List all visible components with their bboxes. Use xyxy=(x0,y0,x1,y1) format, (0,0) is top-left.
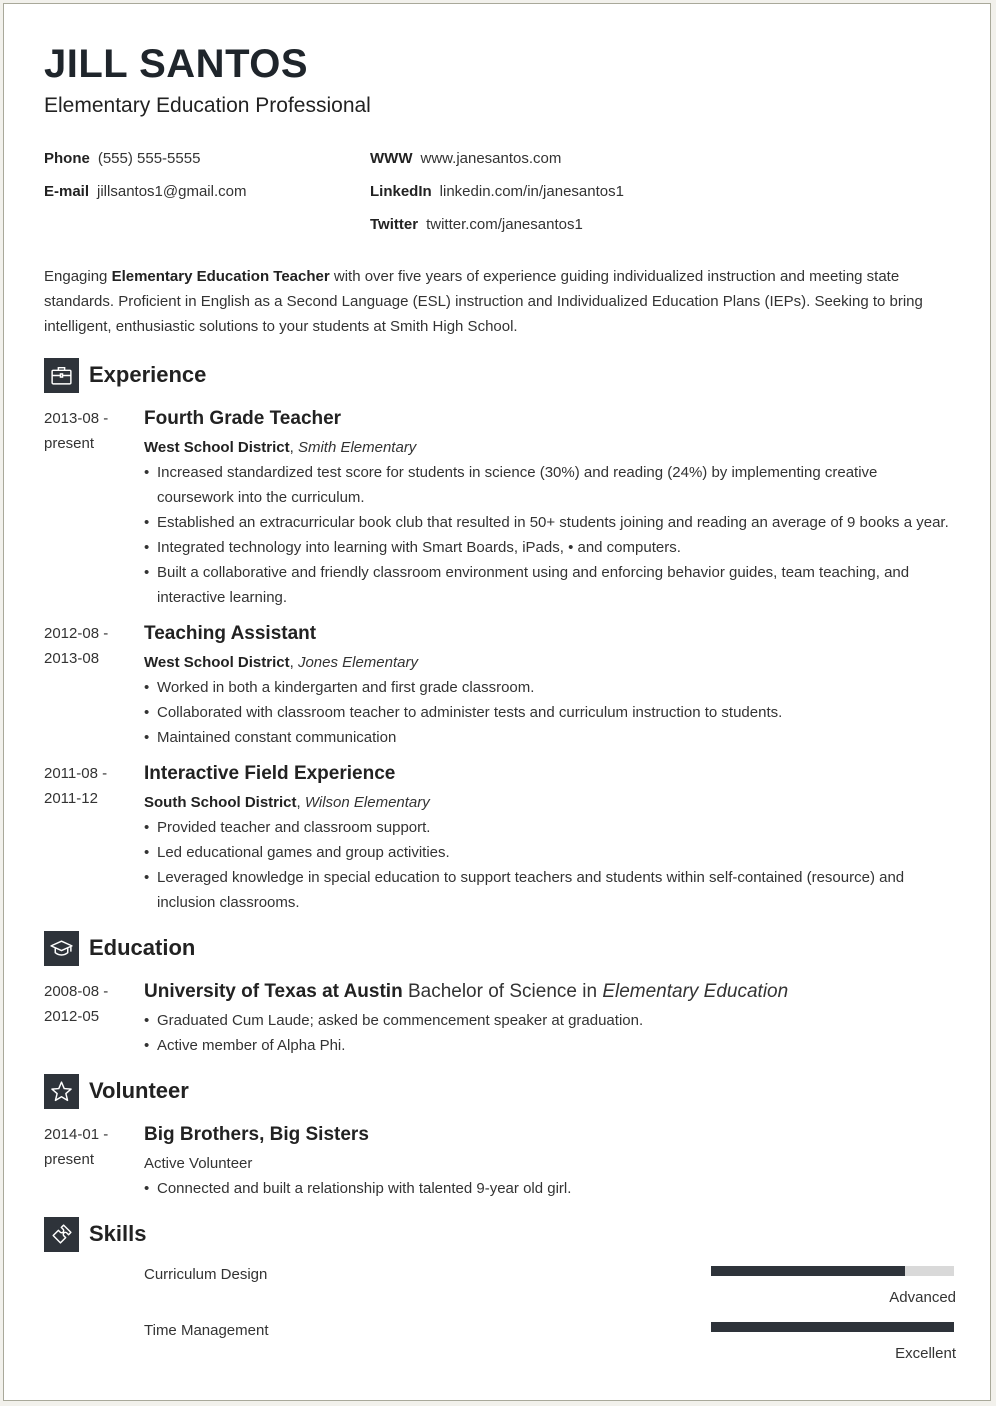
skill-name: Curriculum Design xyxy=(144,1266,268,1283)
skill-level-bar xyxy=(711,1322,954,1332)
entry-date xyxy=(44,1122,134,1172)
date-end: 2012-05 xyxy=(44,1008,100,1025)
volunteer-section-title: Volunteer xyxy=(89,1078,189,1103)
contact-www-label: WWW xyxy=(370,150,413,167)
organization-name: Big Brothers, Big Sisters xyxy=(144,1124,369,1145)
date-end: 2011-12 xyxy=(44,790,98,807)
list-item: • Graduated Cum Laude; asked be commencement speaker at graduation. xyxy=(144,1008,956,1033)
skills-section-title: Skills xyxy=(89,1221,147,1246)
contact-linkedin-value[interactable]: linkedin.com/in/janesantos1 xyxy=(439,183,624,200)
entry-body xyxy=(144,1122,956,1201)
job-title: Interactive Field Experience xyxy=(144,763,396,784)
employer-line: West School District, Smith Elementary xyxy=(144,439,417,456)
volunteer-role: Active Volunteer xyxy=(144,1155,253,1172)
date-start: 2014-01 - xyxy=(44,1126,109,1143)
contact-twitter-label: Twitter xyxy=(370,216,419,233)
list-item: • Built a collaborative and friendly classroom environment using and enforcing behavior guides, team teaching, and interactive learning. xyxy=(144,560,956,610)
list-item: • Worked in both a kindergarten and first grade classroom. xyxy=(144,675,956,700)
contact-phone-label: Phone xyxy=(44,150,90,167)
entry-body xyxy=(144,406,956,610)
list-item: • Provided teacher and classroom support. xyxy=(144,815,956,840)
experience-section-header xyxy=(44,357,206,393)
contact-email-value[interactable]: jillsantos1@gmail.com xyxy=(97,183,247,200)
candidate-title: Elementary Education Professional xyxy=(44,94,371,117)
skill-level-fill xyxy=(711,1322,954,1332)
employer-line: West School District, Jones Elementary xyxy=(144,654,418,671)
education-section-header xyxy=(44,930,195,966)
graduation-cap-icon xyxy=(44,931,79,966)
date-start: 2012-08 - xyxy=(44,625,109,642)
contact-phone-value[interactable]: (555) 555-5555 xyxy=(97,150,201,167)
contact-www-value[interactable]: www.janesantos.com xyxy=(420,150,562,167)
entry-date xyxy=(44,621,134,671)
date-start: 2011-08 - xyxy=(44,765,108,782)
skill-level-bar xyxy=(711,1266,954,1276)
entry-date xyxy=(44,406,134,456)
resume-page xyxy=(3,3,991,1401)
employer-line: South School District, Wilson Elementary xyxy=(144,794,430,811)
skill-name: Time Management xyxy=(144,1322,269,1339)
experience-section-title: Experience xyxy=(89,362,207,387)
contact-twitter-value[interactable]: twitter.com/janesantos1 xyxy=(426,216,583,233)
job-title: Teaching Assistant xyxy=(144,623,317,644)
contact-email-label: E-mail xyxy=(44,183,90,200)
list-item: • Leveraged knowledge in special education to support teachers and students within self-contained (resource) and inclusion classrooms. xyxy=(144,865,956,915)
achievement-list xyxy=(144,675,956,750)
skills-section-header xyxy=(44,1216,146,1252)
degree-line xyxy=(144,979,956,1008)
list-item: • Increased standardized test score for students in science (30%) and reading (24%) by implementing creative coursework into the curriculum. xyxy=(144,460,956,510)
employer-name: West School District xyxy=(144,654,290,671)
star-icon xyxy=(44,1074,79,1109)
entry-date xyxy=(44,761,134,811)
employer-location: Smith Elementary xyxy=(297,439,417,456)
contact-twitter xyxy=(370,216,583,233)
list-item: • Established an extracurricular book club that resulted in 50+ students joining and reading an average of 9 books a year. xyxy=(144,510,956,535)
contact-email xyxy=(44,183,246,200)
degree-name: Bachelor of Science in xyxy=(402,981,603,1002)
list-item: • Collaborated with classroom teacher to administer tests and curriculum instruction to students. xyxy=(144,700,956,725)
contact-linkedin-label: LinkedIn xyxy=(370,183,432,200)
employer-location: Jones Elementary xyxy=(297,654,418,671)
contact-linkedin xyxy=(370,183,624,200)
briefcase-icon xyxy=(44,358,79,393)
summary-text-start: Engaging xyxy=(44,268,112,285)
school-name: University of Texas at Austin xyxy=(144,981,403,1002)
degree-field: Elementary Education xyxy=(602,981,789,1002)
date-end: present xyxy=(44,1151,95,1168)
list-item: • Connected and built a relationship with talented 9-year old girl. xyxy=(144,1176,956,1201)
contact-www xyxy=(370,150,561,167)
employer-location: Wilson Elementary xyxy=(304,794,430,811)
puzzle-piece-icon xyxy=(44,1217,79,1252)
volunteer-section-header xyxy=(44,1073,189,1109)
achievement-list xyxy=(144,815,956,915)
skill-level-fill xyxy=(711,1266,905,1276)
education-section-title: Education xyxy=(89,935,196,960)
contact-phone xyxy=(44,150,200,167)
skill-level-label: Advanced xyxy=(889,1289,956,1306)
list-item: • Active member of Alpha Phi. xyxy=(144,1033,956,1058)
entry-body xyxy=(144,979,956,1058)
summary-text-end: with over five years of experience guiding individualized instruction and meeting state standards. Proficient in English as a Second Language (ESL) instruction and Individualized Education Plans (IEPs). Seeking to bring intelligent, enthusiastic solutions to your students at Smith High School. xyxy=(44,268,923,335)
job-title: Fourth Grade Teacher xyxy=(144,408,342,429)
list-item: • Led educational games and group activities. xyxy=(144,840,956,865)
skill-level-label: Excellent xyxy=(895,1345,956,1362)
employer-name: West School District xyxy=(144,439,290,456)
date-end: 2013-08 xyxy=(44,650,100,667)
entry-body xyxy=(144,761,956,915)
achievement-list xyxy=(144,1008,956,1058)
achievement-list xyxy=(144,1176,956,1201)
date-start: 2008-08 - xyxy=(44,983,109,1000)
employer-name: South School District xyxy=(144,794,297,811)
list-item: • Maintained constant communication xyxy=(144,725,956,750)
entry-date xyxy=(44,979,134,1029)
summary-text-bold: Elementary Education Teacher xyxy=(111,268,330,285)
achievement-list xyxy=(144,460,956,610)
list-item: • Integrated technology into learning with Smart Boards, iPads, • and computers. xyxy=(144,535,956,560)
date-start: 2013-08 - xyxy=(44,410,109,427)
entry-body xyxy=(144,621,956,750)
summary-paragraph xyxy=(44,264,956,339)
date-end: present xyxy=(44,435,95,452)
candidate-name: JILL SANTOS xyxy=(44,42,309,86)
